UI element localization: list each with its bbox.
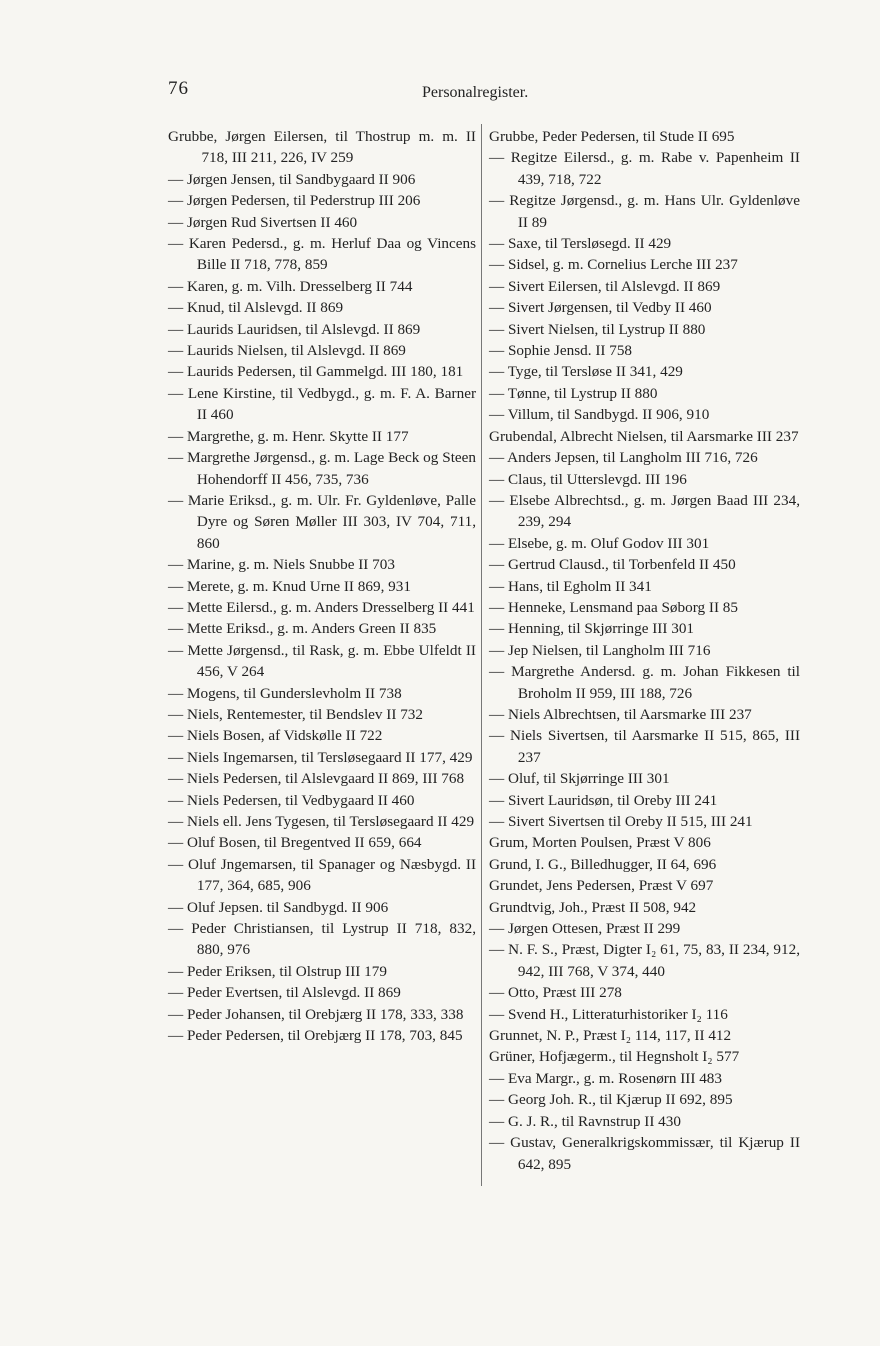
register-entry: — Claus, til Utterslevgd. III 196 — [489, 470, 687, 488]
page-number: 76 — [168, 78, 189, 99]
register-entry: Grum, Morten Poulsen, Præst V 806 — [489, 834, 711, 852]
register-entry: — G. J. R., til Ravnstrup II 430 — [489, 1112, 681, 1130]
register-entry: — Karen Pedersd., g. m. Herluf Daa og Vincens Bille II 718, 778, 859 — [168, 235, 476, 274]
register-entry: — Jep Nielsen, til Langholm III 716 — [489, 641, 711, 659]
register-entry: Grüner, Hofjægerm., til Hegnsholt I₂ 577 — [489, 1048, 740, 1066]
register-entry: — Regitze Jørgensd., g. m. Hans Ulr. Gyldenløve II 89 — [489, 192, 800, 231]
register-entry: — Margrethe, g. m. Henr. Skytte II 177 — [168, 427, 409, 445]
register-entry: — Oluf Bosen, til Bregentved II 659, 664 — [168, 834, 422, 852]
register-entry: — Margrethe Jørgensd., g. m. Lage Beck og Steen Hohendorff II 456, 735, 736 — [168, 449, 476, 488]
register-entry: — Elsebe, g. m. Oluf Godov III 301 — [489, 534, 710, 552]
register-entry: Grund, I. G., Billedhugger, II 64, 696 — [489, 855, 717, 873]
register-entry: — Oluf Jepsen. til Sandbygd. II 906 — [168, 898, 389, 916]
register-entry: — Niels Pedersen, til Alslevgaard II 869, III 768 — [168, 770, 465, 788]
register-entry: Grubbe, Jørgen Eilersen, til Thostrup m. m. II 718, III 211, 226, IV 259 — [168, 128, 476, 167]
register-entry: — Oluf Jngemarsen, til Spanager og Næsbygd. II 177, 364, 685, 906 — [168, 855, 476, 895]
register-entry: — Henning, til Skjørringe III 301 — [489, 620, 695, 638]
register-entry: — Elsebe Albrechtsd., g. m. Jørgen Baad III 234, 239, 294 — [489, 491, 800, 531]
register-entry: — Laurids Nielsen, til Alslevgd. II 869 — [168, 342, 406, 360]
register-entry: — Sophie Jensd. II 758 — [489, 342, 633, 360]
register-entry: — Margrethe Andersd. g. m. Johan Fikkesen til Broholm II 959, III 188, 726 — [489, 663, 800, 702]
register-entry: — Gertrud Clausd., til Torbenfeld II 450 — [489, 556, 736, 574]
register-entry: — Niels Pedersen, til Vedbygaard II 460 — [168, 791, 415, 809]
register-entry: — Peder Pedersen, til Orebjærg II 178, 703, 845 — [168, 1027, 463, 1045]
register-entry: — Jørgen Jensen, til Sandbygaard II 906 — [168, 170, 416, 188]
register-entry: — Sivert Jørgensen, til Vedby II 460 — [489, 299, 712, 317]
register-entry: — Knud, til Alslevgd. II 869 — [168, 299, 344, 317]
register-entry: — Hans, til Egholm II 341 — [489, 577, 652, 595]
register-entry: Grundtvig, Joh., Præst II 508, 942 — [489, 898, 697, 916]
register-entry: — Niels Albrechtsen, til Aarsmarke III 237 — [489, 705, 752, 723]
register-entry: Grundet, Jens Pedersen, Præst V 697 — [489, 877, 714, 895]
register-entry: — Marine, g. m. Niels Snubbe II 703 — [168, 556, 395, 574]
register-entry: — Sivert Sivertsen til Oreby II 515, III 241 — [489, 813, 753, 830]
register-entry: — Sivert Nielsen, til Lystrup II 880 — [489, 320, 706, 338]
register-entry: — Henneke, Lensmand paa Søborg II 85 — [489, 598, 738, 616]
register-entry: Grubendal, Albrecht Nielsen, til Aarsmarke III 237 — [489, 427, 799, 445]
register-entry: — Jørgen Rud Sivertsen II 460 — [168, 213, 358, 231]
register-entry: — Niels Bosen, af Vidskølle II 722 — [168, 727, 383, 745]
register-entry: — Niels, Rentemester, til Bendslev II 732 — [168, 705, 423, 723]
register-entry: Grubbe, Peder Pedersen, til Stude II 695 — [489, 128, 735, 145]
register-entry: — Laurids Lauridsen, til Alslevgd. II 869 — [168, 320, 421, 338]
register-entry: — Niels Sivertsen, til Aarsmarke II 515, 865, III 237 — [489, 727, 800, 766]
register-entry: — Laurids Pedersen, til Gammelgd. III 180, 181 — [168, 363, 464, 381]
register-entry: — Sidsel, g. m. Cornelius Lerche III 237 — [489, 256, 738, 274]
register-entry: — Peder Christiansen, til Lystrup II 718, 832, 880, 976 — [168, 920, 476, 959]
register-entry: — Otto, Præst III 278 — [489, 984, 622, 1002]
register-entry: — Oluf, til Skjørringe III 301 — [489, 770, 670, 788]
left-column — [168, 126, 476, 1046]
register-entry: — Niels ell. Jens Tygesen, til Tersløsegaard II 429 — [168, 813, 475, 830]
running-title: Personalregister. — [422, 84, 529, 101]
register-entry: — Gustav, Generalkrigskommissær, til Kjærup II 642, 895 — [489, 1134, 800, 1173]
register-entry: Grunnet, N. P., Præst I₂ 114, 117, II 412 — [489, 1027, 732, 1045]
register-entry: — Jørgen Ottesen, Præst II 299 — [489, 920, 681, 938]
register-entry: — Svend H., Litteraturhistoriker I₂ 116 — [489, 1005, 728, 1023]
register-entry: — Merete, g. m. Knud Urne II 869, 931 — [168, 577, 411, 595]
register-entry: — Peder Evertsen, til Alslevgd. II 869 — [168, 984, 401, 1002]
register-entry: — Tønne, til Lystrup II 880 — [489, 384, 658, 402]
register-entry: — Regitze Eilersd., g. m. Rabe v. Papenheim II 439, 718, 722 — [489, 149, 800, 188]
register-entry: — Peder Eriksen, til Olstrup III 179 — [168, 962, 387, 980]
register-entry: — Mette Eriksd., g. m. Anders Green II 835 — [168, 620, 437, 638]
register-entry: — Sivert Lauridsøn, til Oreby III 241 — [489, 791, 718, 809]
register-entry: — Peder Johansen, til Orebjærg II 178, 333, 338 — [168, 1005, 464, 1023]
register-entry: — Mogens, til Gunderslevholm II 738 — [168, 684, 402, 702]
register-entry: — Karen, g. m. Vilh. Dresselberg II 744 — [168, 277, 413, 295]
register-entry: — Sivert Eilersen, til Alslevgd. II 869 — [489, 277, 721, 295]
register-entry: — Marie Eriksd., g. m. Ulr. Fr. Gyldenløve, Palle Dyre og Søren Møller III 303, IV 704, 711, 860 — [168, 491, 476, 552]
right-column — [489, 126, 800, 1175]
register-entry: — Mette Eilersd., g. m. Anders Dresselberg II 441 — [168, 598, 475, 616]
register-entry: — Saxe, til Tersløsegd. II 429 — [489, 235, 672, 253]
register-entry: — N. F. S., Præst, Digter I₂ 61, 75, 83, II 234, 912, 942, III 768, V 374, 440 — [489, 941, 800, 980]
register-entry: — Tyge, til Tersløse II 341, 429 — [489, 363, 683, 381]
register-entry: — Mette Jørgensd., til Rask, g. m. Ebbe Ulfeldt II 456, V 264 — [168, 641, 476, 681]
register-entry: — Anders Jepsen, til Langholm III 716, 726 — [489, 449, 758, 467]
register-entry: — Georg Joh. R., til Kjærup II 692, 895 — [489, 1091, 733, 1109]
column-divider — [481, 124, 482, 1186]
register-entry: — Niels Ingemarsen, til Tersløsegaard II 177, 429 — [168, 748, 473, 766]
register-entry: — Jørgen Pedersen, til Pederstrup III 206 — [168, 192, 421, 210]
register-entry: — Villum, til Sandbygd. II 906, 910 — [489, 406, 710, 424]
register-entry: — Eva Margr., g. m. Rosenørn III 483 — [489, 1069, 722, 1087]
register-entry: — Lene Kirstine, til Vedbygd., g. m. F. A. Barner II 460 — [168, 384, 476, 424]
